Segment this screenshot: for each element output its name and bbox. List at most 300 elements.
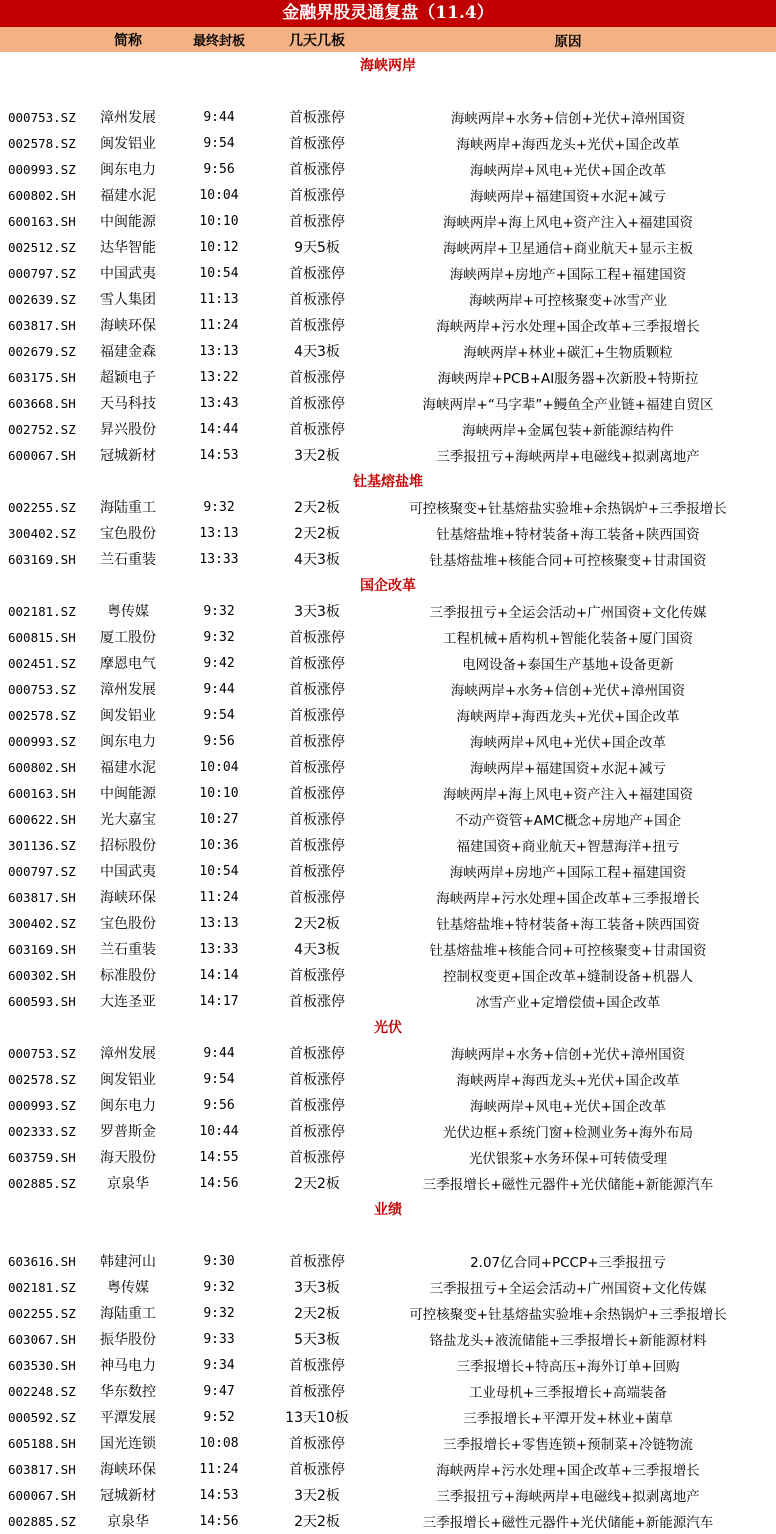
reason: 海峡两岸+风电+光伏+国企改革 bbox=[470, 1099, 666, 1115]
table-row bbox=[0, 260, 776, 286]
seal-time: 13:33 bbox=[199, 551, 239, 567]
board-count: 2天2板 bbox=[294, 1176, 340, 1192]
stock-code: 301136.SZ bbox=[8, 837, 76, 853]
seal-time: 10:04 bbox=[199, 187, 239, 203]
stock-name: 漳州发展 bbox=[100, 1046, 156, 1062]
stock-code: 603616.SH bbox=[8, 1253, 76, 1269]
table-row bbox=[0, 1404, 776, 1430]
table-row bbox=[0, 286, 776, 312]
reason: 海峡两岸+PCB+AI服务器+次新股+特斯拉 bbox=[437, 371, 699, 387]
seal-time: 13:13 bbox=[199, 343, 239, 359]
board-count: 首板涨停 bbox=[289, 1150, 345, 1166]
board-count: 首板涨停 bbox=[289, 422, 345, 438]
section-header: 光伏 bbox=[374, 1020, 402, 1036]
stock-name: 闽东电力 bbox=[100, 734, 156, 750]
stock-name: 招标股份 bbox=[100, 838, 156, 854]
seal-time: 9:54 bbox=[203, 135, 235, 151]
stock-code: 002885.SZ bbox=[8, 1175, 76, 1191]
stock-code: 603668.SH bbox=[8, 395, 76, 411]
stock-name: 宝色股份 bbox=[100, 916, 156, 932]
reason: 电网设备+泰国生产基地+设备更新 bbox=[462, 657, 674, 673]
stock-code: 603817.SH bbox=[8, 1461, 76, 1477]
seal-time: 10:10 bbox=[199, 213, 239, 229]
stock-code: 000797.SZ bbox=[8, 863, 76, 879]
reason: 海峡两岸+福建国资+水泥+减亏 bbox=[470, 189, 666, 205]
board-count: 首板涨停 bbox=[289, 318, 345, 334]
reason: 海峡两岸+福建国资+水泥+减亏 bbox=[470, 761, 666, 777]
table-row bbox=[0, 962, 776, 988]
stock-name: 漳州发展 bbox=[100, 110, 156, 126]
board-count: 3天2板 bbox=[294, 448, 340, 464]
stock-name: 福建水泥 bbox=[100, 188, 156, 204]
stock-name: 闽发铝业 bbox=[100, 136, 156, 152]
stock-code: 002255.SZ bbox=[8, 1305, 76, 1321]
stock-name: 标准股份 bbox=[100, 968, 156, 984]
stock-name: 闽发铝业 bbox=[100, 1072, 156, 1088]
seal-time: 14:53 bbox=[199, 1487, 239, 1503]
seal-time: 10:36 bbox=[199, 837, 239, 853]
stock-code: 603759.SH bbox=[8, 1149, 76, 1165]
stock-code: 000993.SZ bbox=[8, 161, 76, 177]
stock-name: 福建金森 bbox=[100, 344, 156, 360]
seal-time: 10:54 bbox=[199, 265, 239, 281]
seal-time: 11:13 bbox=[199, 291, 239, 307]
reason: 海峡两岸+海西龙头+光伏+国企改革 bbox=[456, 1073, 680, 1089]
reason: 海峡两岸+海上风电+资产注入+福建国资 bbox=[443, 215, 693, 231]
header-name: 简称 bbox=[114, 32, 142, 49]
stock-code: 002679.SZ bbox=[8, 343, 76, 359]
reason: 控制权变更+国企改革+缝制设备+机器人 bbox=[443, 969, 693, 985]
board-count: 3天3板 bbox=[294, 604, 340, 620]
board-count: 4天3板 bbox=[294, 344, 340, 360]
stock-code: 603067.SH bbox=[8, 1331, 76, 1347]
section-header: 国企改革 bbox=[360, 578, 416, 594]
seal-time: 14:17 bbox=[199, 993, 239, 1009]
reason: 海峡两岸+水务+信创+光伏+漳州国资 bbox=[450, 111, 686, 127]
stock-name: 海峡环保 bbox=[100, 1462, 156, 1478]
reason: 海峡两岸+房地产+国际工程+福建国资 bbox=[449, 865, 687, 881]
stock-name: 振华股份 bbox=[100, 1332, 156, 1348]
section-header: 业绩 bbox=[374, 1202, 402, 1218]
header-reason: 原因 bbox=[554, 33, 582, 50]
spacer-row bbox=[0, 78, 776, 104]
board-count: 首板涨停 bbox=[289, 1436, 345, 1452]
spacer-row bbox=[0, 1222, 776, 1248]
page-title: 金融界股灵通复盘（11.4） bbox=[0, 0, 776, 27]
stock-name: 冠城新材 bbox=[100, 448, 156, 464]
stock-code: 300402.SZ bbox=[8, 525, 76, 541]
seal-time: 9:56 bbox=[203, 161, 235, 177]
seal-time: 10:08 bbox=[199, 1435, 239, 1451]
stock-name: 达华智能 bbox=[100, 240, 156, 256]
board-count: 2天2板 bbox=[294, 500, 340, 516]
board-count: 3天2板 bbox=[294, 1488, 340, 1504]
table-row bbox=[0, 1118, 776, 1144]
stock-name: 超颖电子 bbox=[100, 370, 156, 386]
reason: 海峡两岸+海上风电+资产注入+福建国资 bbox=[443, 787, 693, 803]
reason: 海峡两岸+水务+信创+光伏+漳州国资 bbox=[450, 683, 686, 699]
table-row bbox=[0, 104, 776, 130]
reason: 冰雪产业+定增偿债+国企改革 bbox=[475, 995, 661, 1011]
reason: 2.07亿合同+PCCP+三季报扭亏 bbox=[470, 1255, 666, 1271]
header-board: 几天几板 bbox=[289, 32, 345, 49]
seal-time: 9:54 bbox=[203, 707, 235, 723]
stock-name: 宝色股份 bbox=[100, 526, 156, 542]
reason: 三季报扭亏+海峡两岸+电磁线+拟剥离地产 bbox=[436, 1489, 700, 1505]
table-row bbox=[0, 598, 776, 624]
stock-code: 600815.SH bbox=[8, 629, 76, 645]
stock-name: 中国武夷 bbox=[100, 266, 156, 282]
table-row bbox=[0, 364, 776, 390]
stock-name: 光大嘉宝 bbox=[100, 812, 156, 828]
board-count: 首板涨停 bbox=[289, 812, 345, 828]
seal-time: 13:33 bbox=[199, 941, 239, 957]
table-row bbox=[0, 754, 776, 780]
board-count: 2天2板 bbox=[294, 1306, 340, 1322]
stock-code: 002885.SZ bbox=[8, 1513, 76, 1529]
table-row bbox=[0, 1482, 776, 1508]
stock-name: 天马科技 bbox=[100, 396, 156, 412]
table-row bbox=[0, 858, 776, 884]
stock-code: 600593.SH bbox=[8, 993, 76, 1009]
seal-time: 13:13 bbox=[199, 915, 239, 931]
stock-name: 闽发铝业 bbox=[100, 708, 156, 724]
table-row bbox=[0, 1378, 776, 1404]
board-count: 3天3板 bbox=[294, 1280, 340, 1296]
seal-time: 14:53 bbox=[199, 447, 239, 463]
stock-name: 摩恩电气 bbox=[100, 656, 156, 672]
reason: 钍基熔盐堆+特材装备+海工装备+陕西国资 bbox=[436, 917, 700, 933]
reason: 海峡两岸+“马字辈”+鳗鱼全产业链+福建自贸区 bbox=[422, 397, 714, 413]
stock-code: 002578.SZ bbox=[8, 135, 76, 151]
table-row bbox=[0, 1456, 776, 1482]
reason: 三季报增长+磁性元器件+光伏储能+新能源汽车 bbox=[422, 1177, 714, 1193]
seal-time: 11:24 bbox=[199, 1461, 239, 1477]
stock-code: 600802.SH bbox=[8, 759, 76, 775]
board-count: 首板涨停 bbox=[289, 1358, 345, 1374]
stock-code: 000993.SZ bbox=[8, 1097, 76, 1113]
stock-name: 福建水泥 bbox=[100, 760, 156, 776]
reason: 海峡两岸+水务+信创+光伏+漳州国资 bbox=[450, 1047, 686, 1063]
seal-time: 9:32 bbox=[203, 629, 235, 645]
stock-name: 京泉华 bbox=[107, 1176, 149, 1192]
table-row bbox=[0, 1144, 776, 1170]
stock-name: 海陆重工 bbox=[100, 1306, 156, 1322]
board-count: 首板涨停 bbox=[289, 734, 345, 750]
seal-time: 14:14 bbox=[199, 967, 239, 983]
reason: 三季报增长+特高压+海外订单+回购 bbox=[456, 1359, 680, 1375]
table-row bbox=[0, 416, 776, 442]
stock-name: 海峡环保 bbox=[100, 318, 156, 334]
stock-code: 000753.SZ bbox=[8, 109, 76, 125]
seal-time: 9:32 bbox=[203, 603, 235, 619]
seal-time: 9:34 bbox=[203, 1357, 235, 1373]
table-row bbox=[0, 988, 776, 1014]
table-row bbox=[0, 1326, 776, 1352]
board-count: 首板涨停 bbox=[289, 266, 345, 282]
stock-name: 中闽能源 bbox=[100, 214, 156, 230]
stock-code: 002639.SZ bbox=[8, 291, 76, 307]
stock-code: 002248.SZ bbox=[8, 1383, 76, 1399]
table-body bbox=[0, 52, 776, 1534]
table-row bbox=[0, 910, 776, 936]
stock-name: 韩建河山 bbox=[100, 1254, 156, 1270]
stock-code: 600622.SH bbox=[8, 811, 76, 827]
stock-name: 兰石重装 bbox=[100, 552, 156, 568]
table-row bbox=[0, 182, 776, 208]
reason: 钍基熔盐堆+核能合同+可控核聚变+甘肃国资 bbox=[429, 943, 707, 959]
seal-time: 9:52 bbox=[203, 1409, 235, 1425]
reason: 三季报扭亏+全运会活动+广州国资+文化传媒 bbox=[429, 1281, 707, 1297]
reason: 三季报扭亏+全运会活动+广州国资+文化传媒 bbox=[429, 605, 707, 621]
seal-time: 9:33 bbox=[203, 1331, 235, 1347]
board-count: 首板涨停 bbox=[289, 214, 345, 230]
stock-code: 002255.SZ bbox=[8, 499, 76, 515]
table-header bbox=[0, 27, 776, 52]
reason: 海峡两岸+可控核聚变+冰雪产业 bbox=[468, 293, 668, 309]
table-row bbox=[0, 312, 776, 338]
stock-name: 中闽能源 bbox=[100, 786, 156, 802]
header-time: 最终封板 bbox=[192, 34, 245, 49]
reason: 工程机械+盾构机+智能化装备+厦门国资 bbox=[443, 631, 693, 647]
table-row bbox=[0, 494, 776, 520]
board-count: 首板涨停 bbox=[289, 760, 345, 776]
reason: 海峡两岸+海西龙头+光伏+国企改革 bbox=[456, 709, 680, 725]
seal-time: 9:44 bbox=[203, 109, 235, 125]
table-row bbox=[0, 1040, 776, 1066]
board-count: 首板涨停 bbox=[289, 1098, 345, 1114]
table-row bbox=[0, 390, 776, 416]
table-row bbox=[0, 1170, 776, 1196]
stock-code: 002181.SZ bbox=[8, 603, 76, 619]
stock-code: 000592.SZ bbox=[8, 1409, 76, 1425]
section-header: 海峡两岸 bbox=[360, 58, 416, 74]
seal-time: 9:32 bbox=[203, 499, 235, 515]
seal-time: 13:22 bbox=[199, 369, 239, 385]
reason: 光伏边框+系统门窗+检测业务+海外布局 bbox=[443, 1125, 693, 1141]
board-count: 首板涨停 bbox=[289, 136, 345, 152]
table-row bbox=[0, 208, 776, 234]
board-count: 首板涨停 bbox=[289, 162, 345, 178]
stock-code: 002451.SZ bbox=[8, 655, 76, 671]
table-row bbox=[0, 806, 776, 832]
stock-code: 600067.SH bbox=[8, 447, 76, 463]
table-row bbox=[0, 1430, 776, 1456]
stock-name: 粤传媒 bbox=[107, 604, 149, 620]
seal-time: 11:24 bbox=[199, 889, 239, 905]
reason: 钍基熔盐堆+特材装备+海工装备+陕西国资 bbox=[436, 527, 700, 543]
board-count: 首板涨停 bbox=[289, 1462, 345, 1478]
stock-name: 雪人集团 bbox=[100, 292, 156, 308]
stock-code: 600802.SH bbox=[8, 187, 76, 203]
reason: 钍基熔盐堆+核能合同+可控核聚变+甘肃国资 bbox=[429, 553, 707, 569]
stock-name: 神马电力 bbox=[100, 1358, 156, 1374]
board-count: 首板涨停 bbox=[289, 890, 345, 906]
stock-code: 000993.SZ bbox=[8, 733, 76, 749]
seal-time: 10:44 bbox=[199, 1123, 239, 1139]
stock-code: 000753.SZ bbox=[8, 681, 76, 697]
reason: 铬盐龙头+液流储能+三季报增长+新能源材料 bbox=[429, 1333, 707, 1349]
stock-code: 000753.SZ bbox=[8, 1045, 76, 1061]
stock-code: 603169.SH bbox=[8, 941, 76, 957]
board-count: 首板涨停 bbox=[289, 396, 345, 412]
seal-time: 10:54 bbox=[199, 863, 239, 879]
seal-time: 14:44 bbox=[199, 421, 239, 437]
table-row bbox=[0, 884, 776, 910]
reason: 福建国资+商业航天+智慧海洋+扭亏 bbox=[456, 839, 680, 855]
table-row bbox=[0, 234, 776, 260]
stock-code: 603175.SH bbox=[8, 369, 76, 385]
board-count: 4天3板 bbox=[294, 552, 340, 568]
seal-time: 9:30 bbox=[203, 1253, 235, 1269]
stock-code: 002578.SZ bbox=[8, 1071, 76, 1087]
reason: 海峡两岸+风电+光伏+国企改革 bbox=[470, 735, 666, 751]
table-row bbox=[0, 832, 776, 858]
board-count: 4天3板 bbox=[294, 942, 340, 958]
stock-name: 华东数控 bbox=[100, 1384, 156, 1400]
seal-time: 10:27 bbox=[199, 811, 239, 827]
table-row bbox=[0, 130, 776, 156]
board-count: 首板涨停 bbox=[289, 682, 345, 698]
reason: 可控核聚变+钍基熔盐实验堆+余热锅炉+三季报增长 bbox=[409, 501, 727, 517]
seal-time: 10:12 bbox=[199, 239, 239, 255]
seal-time: 13:13 bbox=[199, 525, 239, 541]
table-row bbox=[0, 1248, 776, 1274]
table-row bbox=[0, 520, 776, 546]
seal-time: 9:42 bbox=[203, 655, 235, 671]
board-count: 首板涨停 bbox=[289, 110, 345, 126]
stock-name: 平潭发展 bbox=[100, 1410, 156, 1426]
seal-time: 9:54 bbox=[203, 1071, 235, 1087]
table-row bbox=[0, 676, 776, 702]
reason: 海峡两岸+风电+光伏+国企改革 bbox=[470, 163, 666, 179]
stock-name: 漳州发展 bbox=[100, 682, 156, 698]
table-row bbox=[0, 936, 776, 962]
seal-time: 11:24 bbox=[199, 317, 239, 333]
stock-name: 闽东电力 bbox=[100, 1098, 156, 1114]
table-row bbox=[0, 1352, 776, 1378]
stock-code: 002512.SZ bbox=[8, 239, 76, 255]
stock-code: 000797.SZ bbox=[8, 265, 76, 281]
board-count: 首板涨停 bbox=[289, 1384, 345, 1400]
reason: 海峡两岸+金属包装+新能源结构件 bbox=[462, 423, 674, 439]
table-row bbox=[0, 780, 776, 806]
stock-code: 603530.SH bbox=[8, 1357, 76, 1373]
seal-time: 9:44 bbox=[203, 681, 235, 697]
board-count: 首板涨停 bbox=[289, 838, 345, 854]
stock-code: 605188.SH bbox=[8, 1435, 76, 1451]
stock-name: 兰石重装 bbox=[100, 942, 156, 958]
board-count: 首板涨停 bbox=[289, 1072, 345, 1088]
table-row bbox=[0, 1300, 776, 1326]
reason: 海峡两岸+污水处理+国企改革+三季报增长 bbox=[436, 319, 700, 335]
board-count: 2天2板 bbox=[294, 916, 340, 932]
stock-code: 600067.SH bbox=[8, 1487, 76, 1503]
board-count: 首板涨停 bbox=[289, 968, 345, 984]
board-count: 首板涨停 bbox=[289, 994, 345, 1010]
stock-code: 600302.SH bbox=[8, 967, 76, 983]
stock-code: 603817.SH bbox=[8, 889, 76, 905]
stock-code: 600163.SH bbox=[8, 213, 76, 229]
reason: 不动产资管+AMC概念+房地产+国企 bbox=[454, 813, 682, 829]
stock-name: 闽东电力 bbox=[100, 162, 156, 178]
seal-time: 14:56 bbox=[199, 1513, 239, 1529]
table-row bbox=[0, 1274, 776, 1300]
reason: 海峡两岸+卫星通信+商业航天+显示主板 bbox=[443, 241, 693, 257]
board-count: 首板涨停 bbox=[289, 708, 345, 724]
board-count: 5天3板 bbox=[294, 1332, 340, 1348]
stock-name: 海峡环保 bbox=[100, 890, 156, 906]
table-row bbox=[0, 546, 776, 572]
seal-time: 9:47 bbox=[203, 1383, 235, 1399]
seal-time: 10:04 bbox=[199, 759, 239, 775]
stock-name: 大连圣亚 bbox=[100, 994, 156, 1010]
seal-time: 14:55 bbox=[199, 1149, 239, 1165]
stock-code: 002333.SZ bbox=[8, 1123, 76, 1139]
board-count: 首板涨停 bbox=[289, 786, 345, 802]
stock-name: 京泉华 bbox=[107, 1514, 149, 1530]
board-count: 9天5板 bbox=[294, 240, 340, 256]
reason: 可控核聚变+钍基熔盐实验堆+余热锅炉+三季报增长 bbox=[409, 1307, 727, 1323]
reason: 三季报增长+平潭开发+林业+菌草 bbox=[463, 1411, 673, 1427]
reason: 三季报增长+磁性元器件+光伏储能+新能源汽车 bbox=[422, 1515, 714, 1531]
table-row bbox=[0, 1508, 776, 1534]
section-header: 钍基熔盐堆 bbox=[353, 474, 423, 490]
table-row bbox=[0, 1092, 776, 1118]
stock-code: 002752.SZ bbox=[8, 421, 76, 437]
seal-time: 9:32 bbox=[203, 1305, 235, 1321]
board-count: 首板涨停 bbox=[289, 864, 345, 880]
seal-time: 9:56 bbox=[203, 733, 235, 749]
reason: 海峡两岸+污水处理+国企改革+三季报增长 bbox=[436, 891, 700, 907]
stock-name: 昇兴股份 bbox=[100, 422, 156, 438]
stock-code: 002578.SZ bbox=[8, 707, 76, 723]
table-row bbox=[0, 650, 776, 676]
board-count: 首板涨停 bbox=[289, 1046, 345, 1062]
table-row bbox=[0, 338, 776, 364]
stock-code: 300402.SZ bbox=[8, 915, 76, 931]
board-count: 首板涨停 bbox=[289, 1124, 345, 1140]
reason: 海峡两岸+林业+碳汇+生物质颗粒 bbox=[463, 345, 673, 361]
seal-time: 9:56 bbox=[203, 1097, 235, 1113]
reason: 海峡两岸+房地产+国际工程+福建国资 bbox=[449, 267, 687, 283]
reason: 海峡两岸+污水处理+国企改革+三季报增长 bbox=[436, 1463, 700, 1479]
table-row bbox=[0, 728, 776, 754]
seal-time: 13:43 bbox=[199, 395, 239, 411]
board-count: 首板涨停 bbox=[289, 1254, 345, 1270]
reason: 光伏银浆+水务环保+可转债受理 bbox=[468, 1151, 668, 1167]
stock-name: 海天股份 bbox=[100, 1150, 156, 1166]
stock-name: 罗普斯金 bbox=[100, 1124, 156, 1140]
stock-name: 厦工股份 bbox=[100, 630, 156, 646]
table-row bbox=[0, 1066, 776, 1092]
stock-name: 冠城新材 bbox=[100, 1488, 156, 1504]
stock-name: 海陆重工 bbox=[100, 500, 156, 516]
table-row bbox=[0, 442, 776, 468]
reason: 三季报扭亏+海峡两岸+电磁线+拟剥离地产 bbox=[436, 449, 700, 465]
stock-code: 603817.SH bbox=[8, 317, 76, 333]
reason: 工业母机+三季报增长+高端装备 bbox=[468, 1385, 668, 1401]
table-row bbox=[0, 624, 776, 650]
seal-time: 14:56 bbox=[199, 1175, 239, 1191]
board-count: 2天2板 bbox=[294, 526, 340, 542]
board-count: 首板涨停 bbox=[289, 656, 345, 672]
table-row bbox=[0, 702, 776, 728]
stock-code: 002181.SZ bbox=[8, 1279, 76, 1295]
stock-code: 600163.SH bbox=[8, 785, 76, 801]
seal-time: 9:32 bbox=[203, 1279, 235, 1295]
board-count: 13天10板 bbox=[285, 1410, 349, 1426]
